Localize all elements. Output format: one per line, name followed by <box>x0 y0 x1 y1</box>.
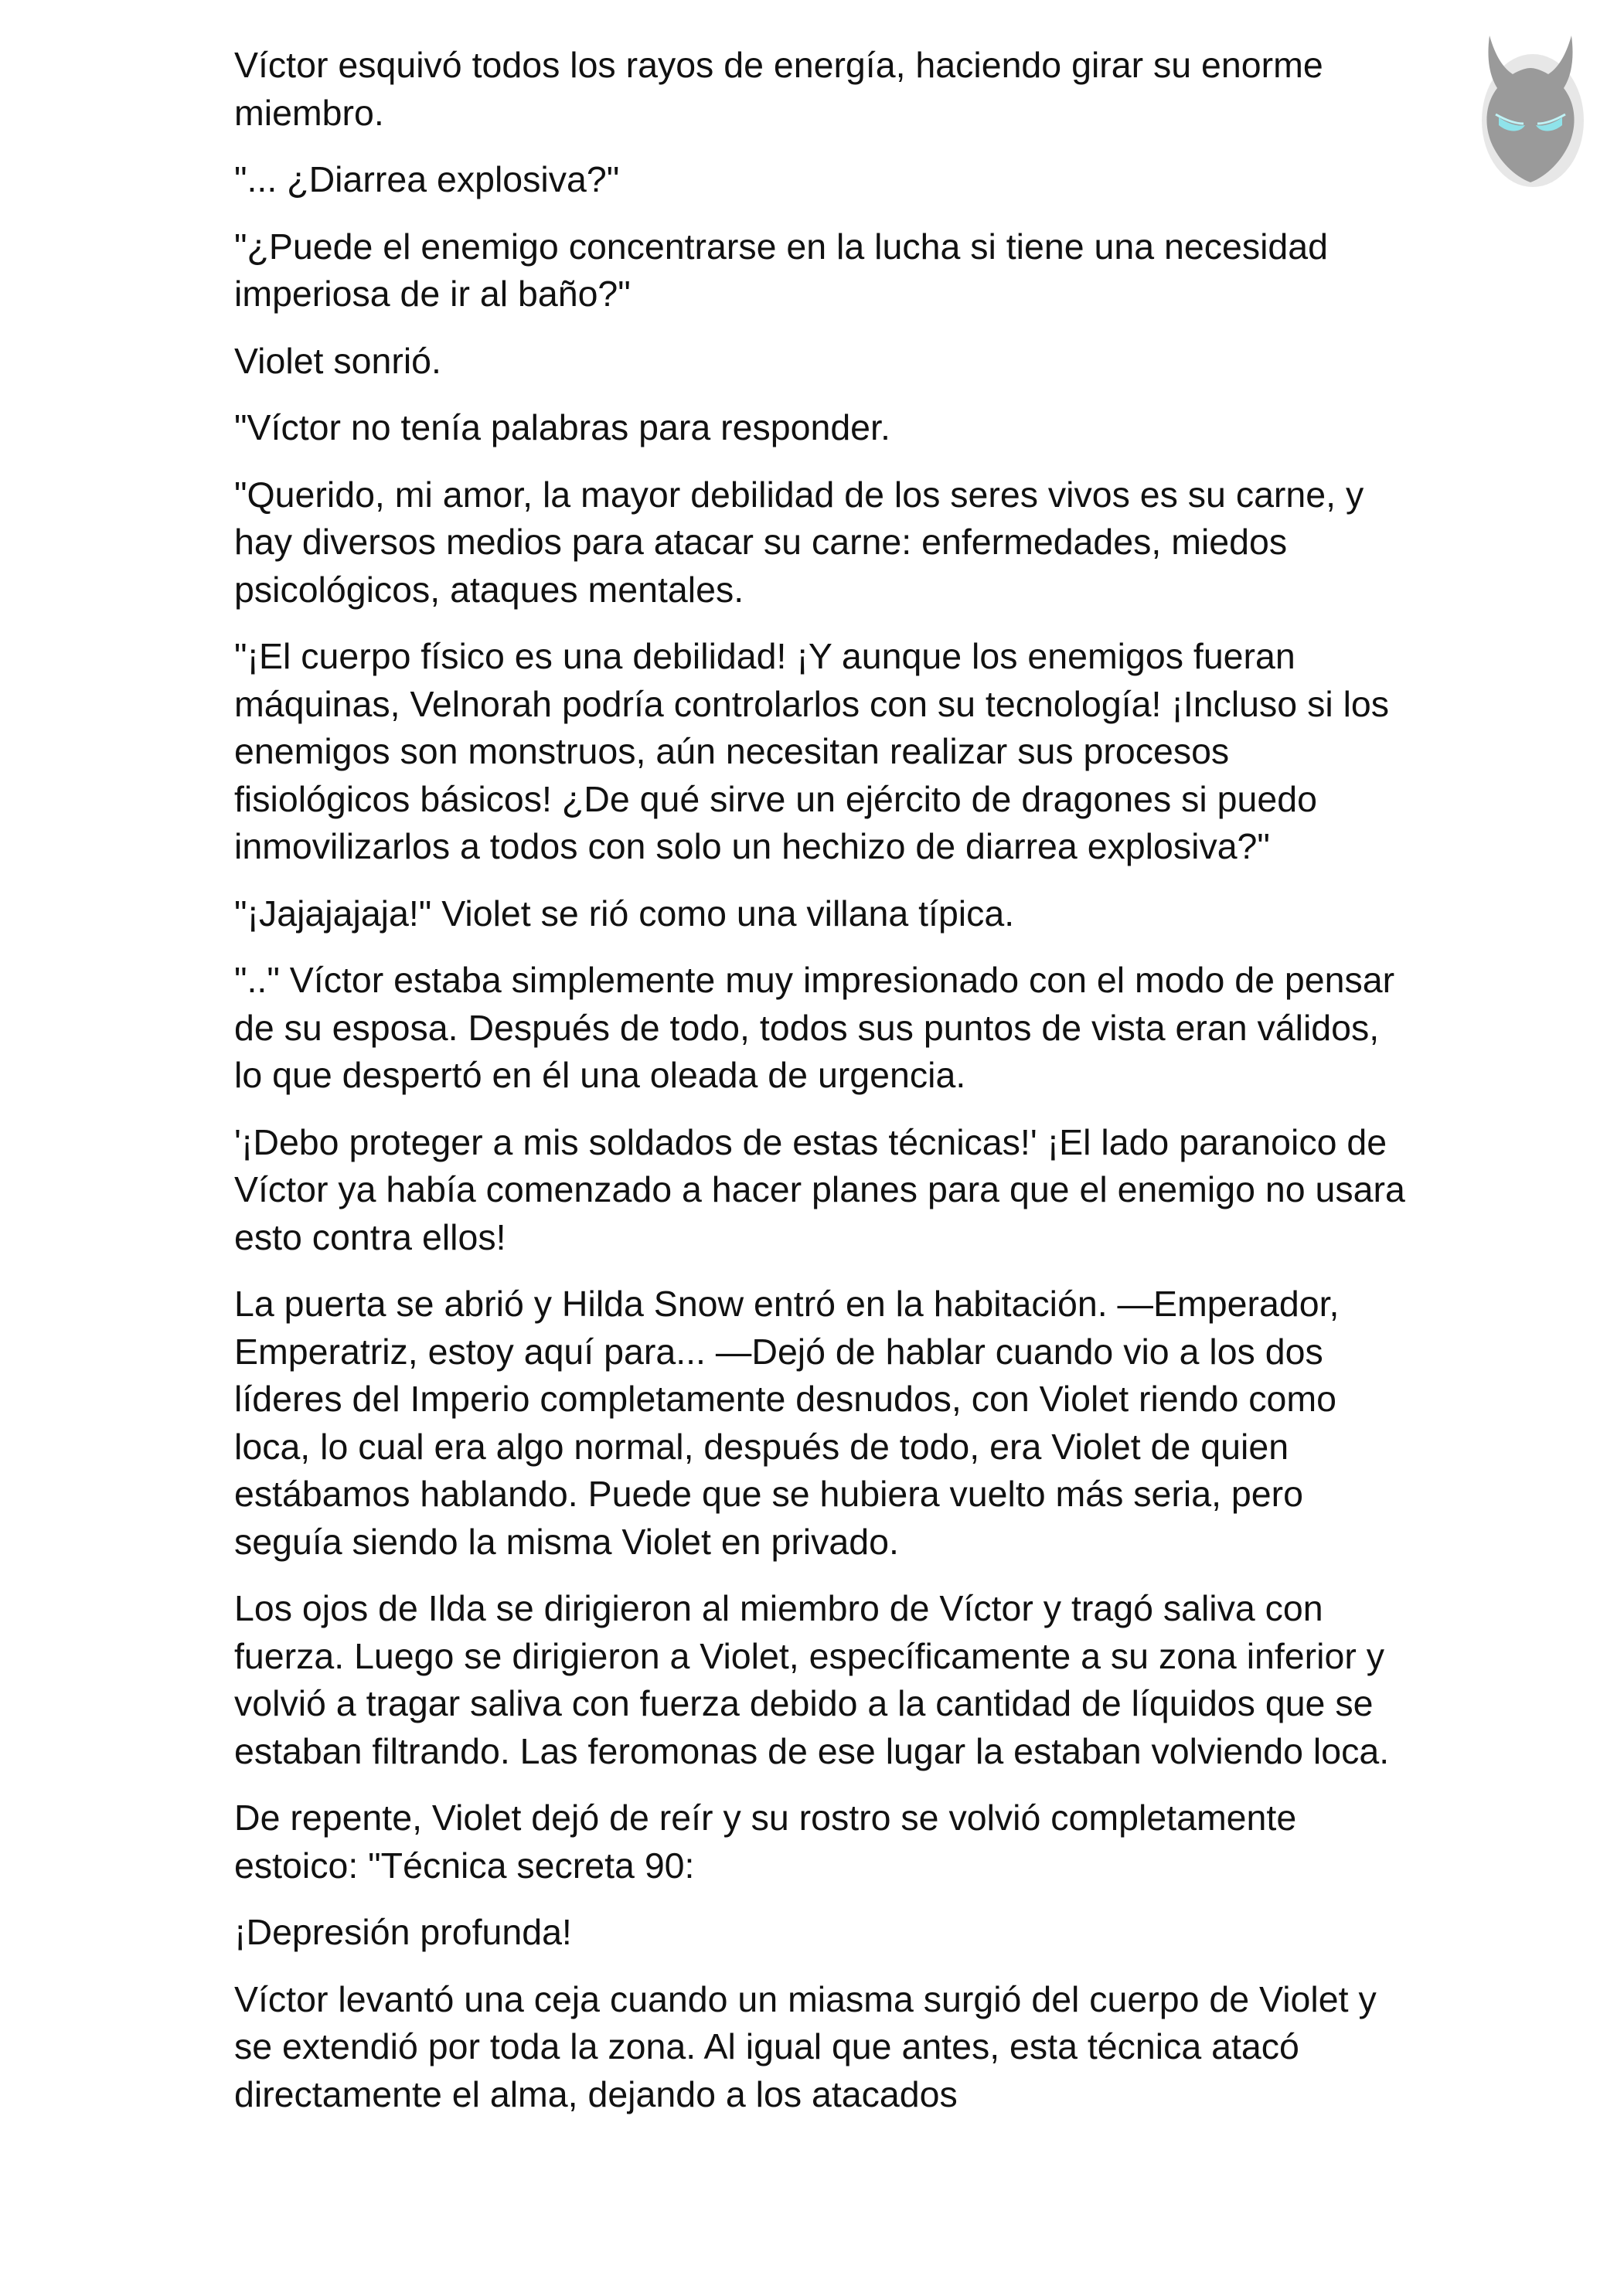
paragraph: "¿Puede el enemigo concentrarse en la lucha si tiene una necesidad imperiosa de ir al baño?" <box>234 226 1329 314</box>
paragraph: Víctor esquivó todos los rayos de energía, haciendo girar su enorme miembro. <box>234 45 1323 133</box>
document-body <box>234 42 1413 2138</box>
paragraph: ".." Víctor estaba simplemente muy impresionado con el modo de pensar de su esposa. Después de todo, todos sus puntos de vista eran válidos, lo que despertó en él una oleada de urgencia. <box>234 960 1395 1095</box>
paragraph: "Querido, mi amor, la mayor debilidad de los seres vivos es su carne, y hay diversos medios para atacar su carne: enfermedades, miedos psicológicos, ataques mentales. <box>234 474 1364 610</box>
demon-head-icon <box>1472 28 1588 194</box>
paragraph: Los ojos de Ilda se dirigieron al miembro de Víctor y tragó saliva con fuerza. Luego se dirigieron a Violet, específicamente a su zona inferior y volvió a tragar saliva con fuerza debido a la cantidad de líquidos que se estaban filtrando. Las feromonas de ese lugar la estaban volviendo loca. <box>234 1588 1390 1771</box>
paragraph: "¡El cuerpo físico es una debilidad! ¡Y aunque los enemigos fueran máquinas, Velnorah podría controlarlos con su tecnología! ¡Incluso si los enemigos son monstruos, aún necesitan realizar sus procesos fisiológicos básicos! ¿De qué sirve un ejército de dragones si puedo inmovilizarlos a todos con solo un hechizo de diarrea explosiva?" <box>234 636 1390 866</box>
paragraph: "¡Jajajajaja!" Violet se rió como una villana típica. <box>234 893 1015 934</box>
paragraph: "Víctor no tenía palabras para responder. <box>234 407 890 447</box>
paragraph: Víctor levantó una ceja cuando un miasma surgió del cuerpo de Violet y se extendió por toda la zona. Al igual que antes, esta técnica atacó directamente el alma, dejando a los atacados <box>234 1978 1377 2114</box>
paragraph: La puerta se abrió y Hilda Snow entró en la habitación. —Emperador, Emperatriz, estoy aquí para... —Dejó de hablar cuando vio a los dos líderes del Imperio completamente desnudos, con Violet riendo como loca, lo cual era algo normal, después de todo, era Violet de quien estábamos hablando. Puede que se hubiera vuelto más seria, pero seguía siendo la misma Violet en privado. <box>234 1284 1340 1562</box>
paragraph: De repente, Violet dejó de reír y su rostro se volvió completamente estoico: "Técnica secreta 90: <box>234 1798 1297 1886</box>
paragraph: Violet sonrió. <box>234 340 441 381</box>
paragraph: "... ¿Diarrea explosiva?" <box>234 159 620 199</box>
paragraph: '¡Debo proteger a mis soldados de estas técnicas!' ¡El lado paranoico de Víctor ya había comenzado a hacer planes para que el enemigo no usara esto contra ellos! <box>234 1121 1405 1257</box>
paragraph: ¡Depresión profunda! <box>234 1912 572 1952</box>
